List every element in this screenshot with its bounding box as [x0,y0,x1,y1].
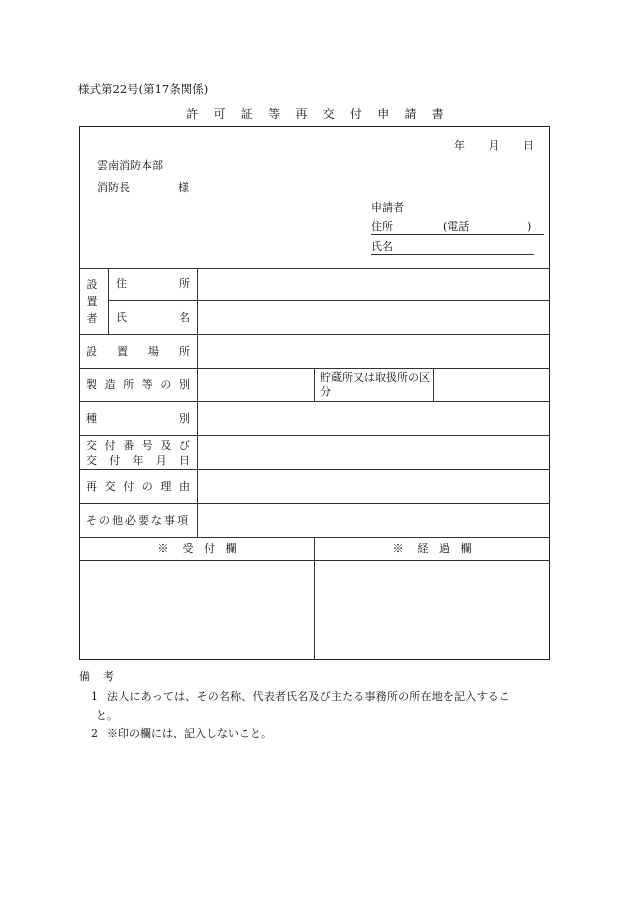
label-char: 種 [86,412,97,425]
label-char: の [141,480,153,493]
installer-char: 設 [86,278,98,291]
name-label: 氏名 [371,240,393,253]
storage-class-label: 貯蔵所又は取扱所の区分 [320,371,430,398]
label-char: 製 [86,378,97,391]
location-input[interactable] [198,335,549,368]
label-char: 別 [178,378,190,391]
label-char: 再 [86,480,97,493]
note-number: 2 [91,727,98,740]
installer-char: 置 [86,295,98,308]
label-char: び [178,439,190,452]
label-char: 置 [117,345,128,358]
label-char: 及 [160,439,172,452]
label-char: 所 [179,277,190,290]
date-line [454,139,534,153]
label-char: 番 [123,439,135,452]
note-text: ※印の欄には、記入しないこと。 [107,727,272,740]
label-char: 造 [104,378,116,391]
label-char: 名 [179,311,190,324]
column-divider [108,268,109,334]
label-char: 号 [141,439,153,452]
installer-name-input[interactable] [198,301,549,334]
header-char: ※ [157,542,169,555]
title-char: 付 [349,107,362,121]
reception-box[interactable] [80,561,314,659]
header-char: ※ [392,542,404,555]
label-char: 等 [141,378,153,391]
reason-input[interactable] [198,470,549,503]
header-char: 付 [204,542,215,555]
label-char: 交 [104,480,116,493]
header-char: 欄 [460,542,472,555]
label-char: 氏 [116,311,127,324]
applicant-address-field[interactable] [371,220,544,235]
note-text-continuation: と。 [96,709,118,722]
note-number: 1 [91,690,98,703]
label-char: 由 [178,480,190,493]
label-char: 所 [179,345,190,358]
other-input[interactable] [198,504,549,537]
facility-type-label [86,378,190,392]
issue-number-date-input[interactable] [198,436,549,469]
label-char: 付 [123,480,135,493]
progress-header [315,542,549,556]
label-char: 年 [132,454,144,467]
title-char: 請 [404,107,417,121]
installer-char: 者 [86,312,98,325]
label-char: 交 [86,454,97,467]
notes-heading: 備 考 [79,670,115,683]
label-char: 月 [155,454,167,467]
label-char: の [160,378,172,391]
label-char: 日 [179,454,190,467]
progress-box[interactable] [315,561,549,659]
column-divider [314,368,315,401]
title-char: 再 [295,107,308,121]
header-char: 過 [439,542,450,555]
year-label: 年 [454,139,465,152]
applicant-name-field[interactable] [371,240,534,255]
header-char: 受 [182,542,194,555]
applicant-label: 申請者 [371,201,404,214]
reason-label [86,480,190,494]
installer-address-label [116,277,190,291]
kind-label [86,412,190,426]
title-char: 等 [268,107,281,121]
title-char: 可 [213,107,226,121]
title-char: 証 [240,107,253,121]
month-label: 月 [488,139,500,152]
note-text: 法人にあっては、その名称、代表者氏名及び主たる事務所の所在地を記入するこ [107,690,511,703]
title-char: 許 [186,107,199,121]
label-char: 付 [109,454,121,467]
location-label [86,345,190,359]
phone-close: ) [527,220,532,233]
recipient-title: 消防長 [97,181,130,194]
title-char: 交 [322,107,335,121]
installer-name-label [116,311,190,325]
day-label: 日 [523,139,534,152]
other-label: その他必要な事項 [86,514,190,527]
label-char: 所 [123,378,135,391]
facility-type-input[interactable] [198,369,314,401]
installer-label [86,276,98,327]
issue-number-label [86,439,190,453]
recipient-org: 雲南消防本部 [97,159,163,172]
title-char: 申 [377,107,390,121]
label-char: 付 [104,439,116,452]
form-number-label: 様式第22号(第17条関係) [78,82,209,96]
label-char: 場 [148,345,159,358]
header-char: 経 [417,542,429,555]
label-char: 交 [86,439,97,452]
document-title [0,105,630,122]
storage-class-input[interactable] [434,369,549,401]
address-label: 住所 [371,220,393,233]
label-char: 理 [160,480,172,493]
label-char: 住 [116,277,127,290]
label-char: 別 [179,412,190,425]
reception-header [80,542,314,556]
header-char: 欄 [225,542,237,555]
label-char: 設 [86,345,97,358]
title-char: 書 [431,107,444,121]
kind-input[interactable] [198,402,549,435]
issue-date-label [86,454,190,468]
installer-address-input[interactable] [198,269,549,300]
recipient-honorific: 様 [178,181,189,194]
phone-label: (電話 [443,220,470,233]
